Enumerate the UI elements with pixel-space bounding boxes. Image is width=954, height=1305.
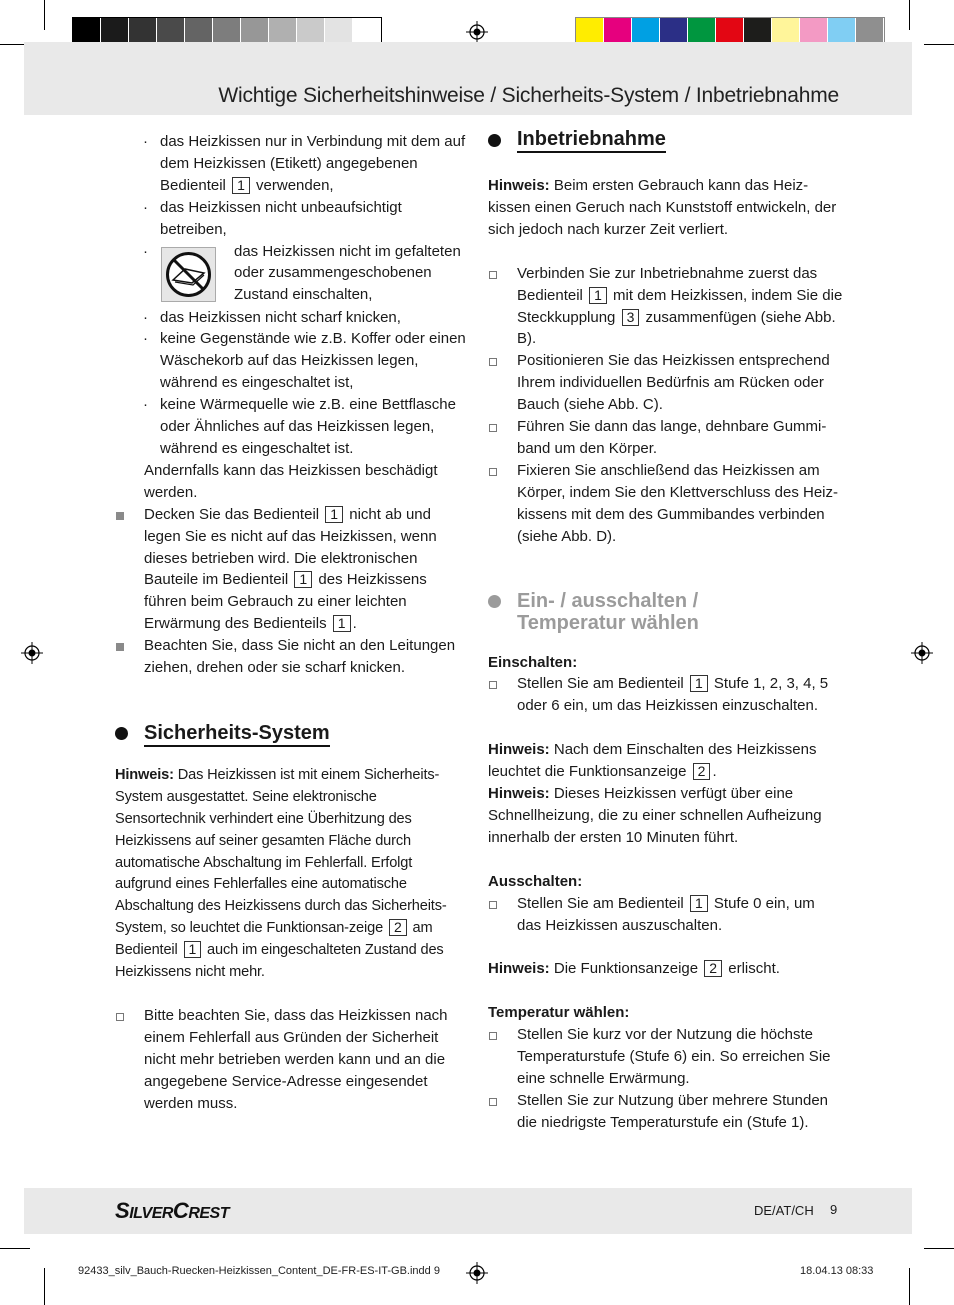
- crop-mark: [909, 0, 910, 30]
- crop-mark: [924, 1248, 954, 1249]
- subheading: Ausschalten:: [488, 872, 583, 890]
- checkbox-icon: [489, 681, 497, 689]
- file-slug: 92433_silv_Bauch-Ruecken-Heizkissen_Content_DE-FR-ES-IT-GB.indd 9: [78, 1265, 440, 1277]
- list-item: · das Heizkissen nicht im gefalteten oder zusammengeschobenen Zustand einschalten,: [143, 242, 461, 304]
- paragraph: Andernfalls kann das Heizkissen beschädigt werden.: [144, 461, 438, 501]
- bullet-dot: ·: [143, 330, 148, 348]
- hint-paragraph: Hinweis: Beim ersten Gebrauch kann das Heiz-kissen einen Geruch nach Kunststoff entwickeln, der sich jedoch nach kurzer Zeit verliert.: [488, 177, 837, 238]
- hint-paragraph: Hinweis: Die Funktionsanzeige 2 erlischt.: [488, 960, 780, 978]
- square-bullet-icon: [116, 643, 124, 651]
- section-heading: Ein- / ausschalten / Temperatur wählen: [488, 590, 843, 634]
- list-item: Führen Sie dann das lange, dehnbare Gummi-band um den Körper.: [488, 416, 843, 460]
- checkbox-icon: [489, 424, 497, 432]
- list-item: Verbinden Sie zur Inbetriebnahme zuerst das Bedienteil 1 mit dem Heizkissen, indem Sie die Steckkupplung 3 zusammenfügen (siehe Abb. B).: [488, 263, 843, 351]
- section-heading: Sicherheits-System: [115, 721, 470, 747]
- registration-mark-icon: [911, 642, 933, 664]
- crop-mark: [924, 44, 954, 45]
- list-item: Decken Sie das Bedienteil 1 nicht ab und legen Sie es nicht auf das Heizkissen, wenn dieses betrieben wird. Die elektronischen Bauteile im Bedienteil 1 des Heizkissens führen beim Gebrauch zu einer leichten Erwärmung des Bedienteils 1 .: [115, 504, 470, 635]
- list-item: · das Heizkissen nicht unbeaufsichtigt betreiben,: [143, 198, 402, 238]
- crop-mark: [0, 1248, 30, 1249]
- list-item: Stellen Sie am Bedienteil 1 Stufe 0 ein, um das Heizkissen auszuschalten.: [488, 893, 843, 937]
- list-item: Fixieren Sie anschließend das Heizkissen am Körper, indem Sie den Klettverschluss des Heiz-kissens mit dem des Gummibandes verbinden (siehe Abb. D).: [488, 460, 843, 548]
- no-folding-icon: [161, 247, 216, 302]
- right-column: [488, 127, 843, 1134]
- registration-mark-icon: [466, 1262, 488, 1284]
- left-column: [115, 131, 470, 1115]
- bullet-dot: ·: [143, 396, 148, 414]
- bullet-dot: ·: [143, 133, 148, 150]
- crop-mark: [909, 1268, 910, 1305]
- locale-label: DE/AT/CH: [754, 1203, 814, 1218]
- checkbox-icon: [489, 1098, 497, 1106]
- list-item: Stellen Sie am Bedienteil 1 Stufe 1, 2, 3, 4, 5 oder 6 ein, um das Heizkissen einzuschalten.: [488, 673, 843, 717]
- list-item: · keine Gegenstände wie z.B. Koffer oder einen Wäschekorb auf das Heizkissen legen, während es eingeschaltet ist,: [143, 330, 466, 392]
- ref-box: 1: [690, 895, 708, 912]
- page-title: Wichtige Sicherheitshinweise / Sicherheits-System / Inbetriebnahme: [218, 84, 839, 107]
- print-date: 18.04.13 08:33: [800, 1265, 874, 1277]
- checkbox-icon: [489, 468, 497, 476]
- ref-box: 3: [622, 309, 640, 326]
- list-item: · das Heizkissen nicht scharf knicken,: [115, 307, 470, 329]
- bullet-dot: ·: [143, 198, 148, 216]
- hint-paragraph: Hinweis: Das Heizkissen ist mit einem Sicherheits-System ausgestattet. Seine elektronische Sensortechnik verhindert eine Überhitzung des Heizkissens auf seiner gesamten Fläche durch automatische Abschaltung im Fehlerfall. Erfolgt aufgrund eines Fehlerfalles eine automatische Abschaltung des Heizkissens durch das Sicherheits-System, so leuchtet die Funktionsan-zeige 2 am Bedienteil 1 auch im eingeschalteten Zustand des Heizkissens nicht mehr.: [115, 766, 447, 981]
- checkbox-icon: [489, 271, 497, 279]
- circle-bullet-icon: [488, 134, 501, 147]
- ref-box: 1: [333, 615, 351, 632]
- subheading: Einschalten:: [488, 653, 578, 671]
- ref-box: 2: [389, 919, 407, 936]
- ref-box: 1: [690, 675, 708, 692]
- hint-paragraph: Hinweis: Nach dem Einschalten des Heizkissens leuchtet die Funktionsanzeige 2 .: [488, 741, 817, 781]
- circle-bullet-icon: [488, 595, 501, 608]
- crop-mark: [44, 1268, 45, 1305]
- checkbox-icon: [489, 1032, 497, 1040]
- ref-box: 1: [294, 571, 312, 588]
- ref-box: 2: [704, 960, 722, 977]
- bullet-dot: ·: [143, 308, 148, 326]
- registration-mark-icon: [466, 21, 488, 43]
- checkbox-icon: [116, 1013, 124, 1021]
- hint-paragraph: Hinweis: Dieses Heizkissen verfügt über eine Schnellheizung, die zu einer schnellen Aufheizung innerhalb der ersten 10 Minuten führt.: [488, 785, 822, 846]
- ref-box: 2: [693, 763, 711, 780]
- list-item: Stellen Sie kurz vor der Nutzung die höchste Temperaturstufe (Stufe 6) ein. So erreichen Sie eine schnelle Erwärmung.: [488, 1024, 843, 1090]
- ref-box: 1: [184, 941, 202, 958]
- list-item: Bitte beachten Sie, dass das Heizkissen nach einem Fehlerfall aus Gründen der Sicherheit nicht mehr betrieben werden kann und an die angegebene Service-Adresse eingesendet werden muss.: [115, 1005, 470, 1115]
- ref-box: 1: [232, 177, 250, 194]
- list-item: · das Heizkissen nur in Verbindung mit dem auf dem Heizkissen (Etikett) angegebenen Bedienteil 1 verwenden,: [143, 133, 466, 194]
- list-item: Stellen Sie zur Nutzung über mehrere Stunden die niedrigste Temperaturstufe ein (Stufe 1).: [488, 1090, 843, 1134]
- registration-mark-icon: [21, 642, 43, 664]
- checkbox-icon: [489, 358, 497, 366]
- section-heading: Inbetriebnahme: [488, 127, 843, 153]
- brand-logo: SILVERCREST: [115, 1198, 229, 1223]
- bullet-dot: ·: [143, 242, 148, 260]
- subheading: Temperatur wählen:: [488, 1004, 630, 1022]
- ref-box: 1: [325, 506, 343, 523]
- circle-bullet-icon: [115, 727, 128, 740]
- checkbox-icon: [489, 901, 497, 909]
- square-bullet-icon: [116, 512, 124, 520]
- crop-mark: [44, 0, 45, 30]
- list-item: Positionieren Sie das Heizkissen entsprechend Ihrem individuellen Bedürfnis am Rücken oder Bauch (siehe Abb. C).: [488, 350, 843, 416]
- list-item: · keine Wärmequelle wie z.B. eine Bettflasche oder Ähnliches auf das Heizkissen legen, während es eingeschaltet ist.: [143, 396, 456, 457]
- ref-box: 1: [589, 287, 607, 304]
- list-item: Beachten Sie, dass Sie nicht an den Leitungen ziehen, drehen oder sie scharf knicken.: [115, 635, 470, 679]
- page-number: 9: [830, 1202, 838, 1217]
